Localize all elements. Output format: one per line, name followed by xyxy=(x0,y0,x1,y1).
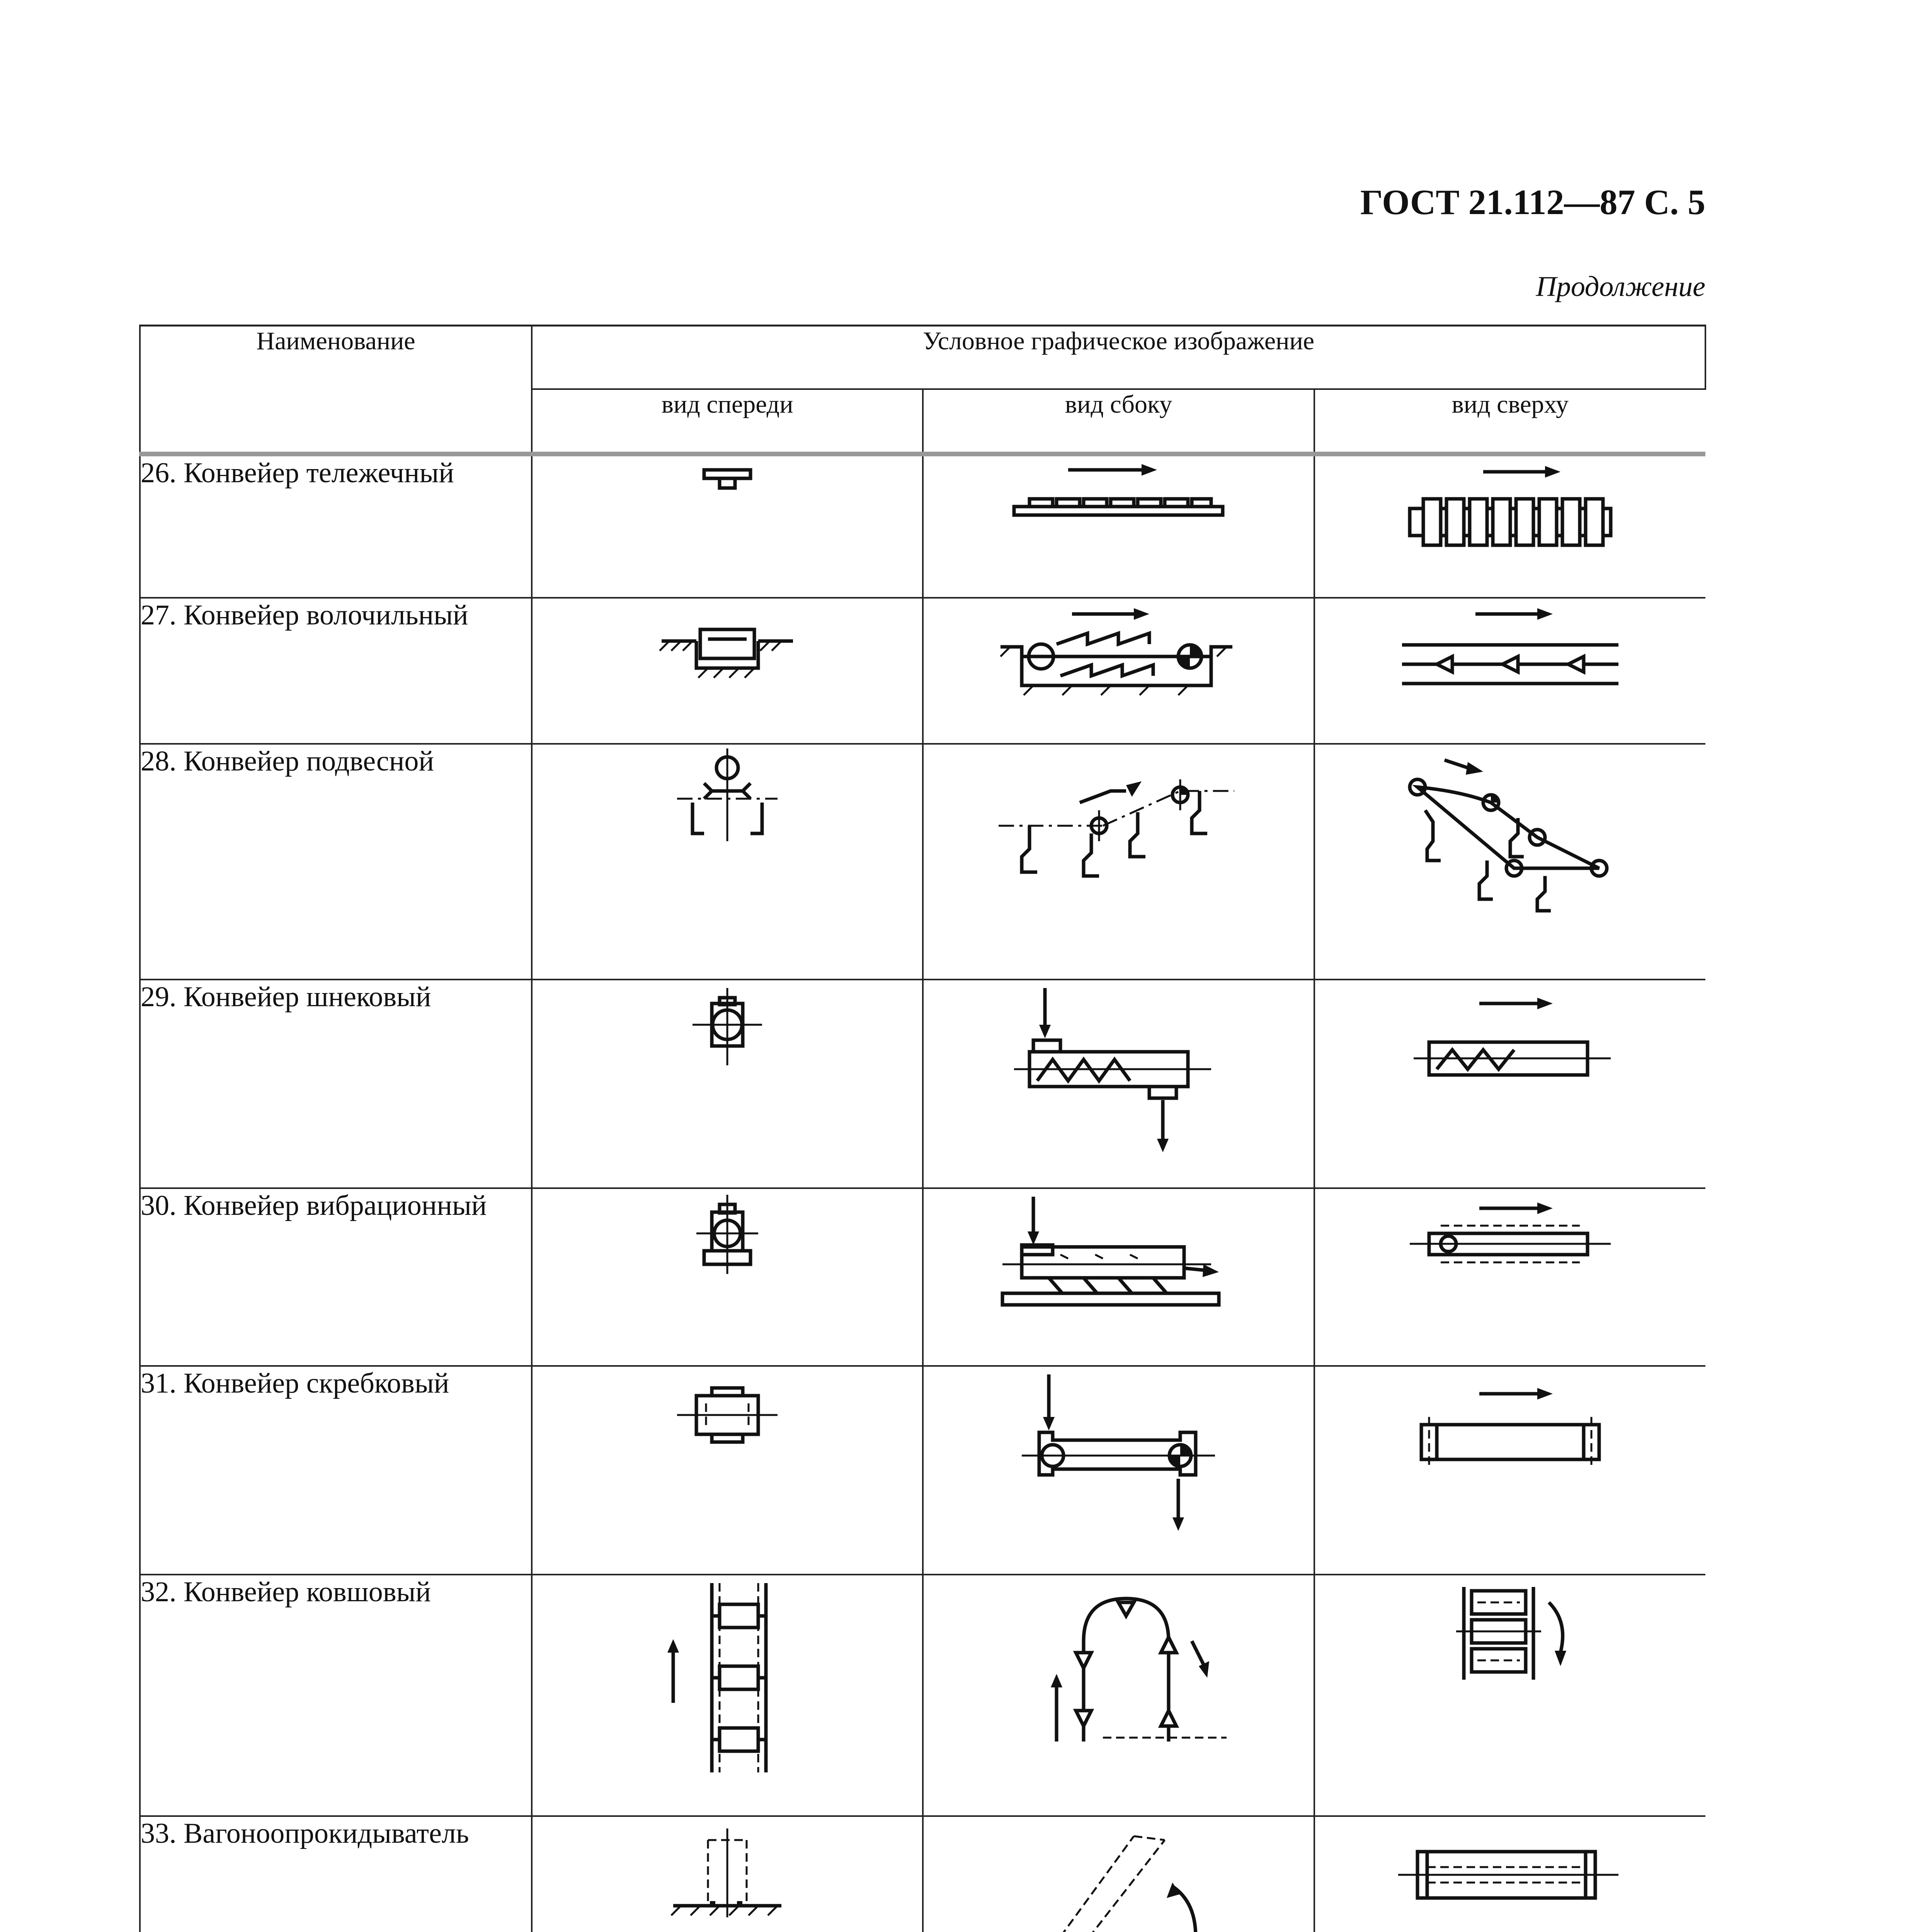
symbol-front xyxy=(532,1575,923,1816)
symbol-top xyxy=(1314,1188,1705,1366)
column-header-name: Наименование xyxy=(140,326,532,454)
table-row xyxy=(140,1188,1705,1366)
continuation-label: Продолжение xyxy=(1536,271,1705,303)
row-name: 27. Конвейер волочильный xyxy=(140,598,532,744)
row-name: 26. Конвейер тележечный xyxy=(140,454,532,598)
symbols-table xyxy=(139,325,1706,1932)
scraper-conveyor-front-symbol xyxy=(669,1367,785,1467)
drag-conveyor-top-symbol xyxy=(1394,599,1626,699)
table-row xyxy=(140,980,1705,1188)
screw-conveyor-side-symbol xyxy=(1010,980,1227,1158)
bucket-conveyor-front-symbol xyxy=(650,1575,805,1776)
overhead-conveyor-top-symbol xyxy=(1390,745,1630,915)
symbol-top xyxy=(1314,1816,1705,1932)
vibratory-conveyor-side-symbol xyxy=(995,1189,1242,1344)
symbol-top xyxy=(1314,980,1705,1188)
symbol-top xyxy=(1314,744,1705,980)
column-header-group: Условное графическое изображение xyxy=(532,326,1705,389)
symbol-top xyxy=(1314,1575,1705,1816)
symbol-top xyxy=(1314,598,1705,744)
symbol-side xyxy=(923,980,1314,1188)
symbol-front xyxy=(532,598,923,744)
overhead-conveyor-side-symbol xyxy=(995,745,1242,884)
bucket-conveyor-side-symbol xyxy=(1010,1575,1227,1776)
trolley-conveyor-front-symbol xyxy=(689,456,766,503)
screw-conveyor-front-symbol xyxy=(677,980,778,1073)
row-name: 32. Конвейер ковшовый xyxy=(140,1575,532,1816)
symbol-front xyxy=(532,454,923,598)
table-row xyxy=(140,1366,1705,1575)
table-row xyxy=(140,1816,1705,1932)
column-header-side: вид сбоку xyxy=(923,389,1314,454)
page-header: ГОСТ 21.112—87 С. 5 xyxy=(1360,182,1705,222)
symbol-side xyxy=(923,1816,1314,1932)
vibratory-conveyor-front-symbol xyxy=(677,1189,778,1282)
row-name: 29. Конвейер шнековый xyxy=(140,980,532,1188)
overhead-conveyor-front-symbol xyxy=(669,745,785,845)
scraper-conveyor-side-symbol xyxy=(1010,1367,1227,1544)
symbol-side xyxy=(923,1575,1314,1816)
table-row xyxy=(140,598,1705,744)
row-name: 33. Вагоноопрокидыватель xyxy=(140,1816,532,1932)
symbol-side xyxy=(923,1366,1314,1575)
vibratory-conveyor-top-symbol xyxy=(1394,1189,1626,1289)
symbol-front xyxy=(532,980,923,1188)
trolley-conveyor-side-symbol xyxy=(1010,456,1227,526)
bucket-conveyor-top-symbol xyxy=(1414,1575,1607,1691)
table-row xyxy=(140,1575,1705,1816)
scraper-conveyor-top-symbol xyxy=(1394,1367,1626,1483)
car-dumper-top-symbol xyxy=(1390,1817,1630,1925)
symbol-front xyxy=(532,1816,923,1932)
column-header-top: вид сверху xyxy=(1314,389,1705,454)
trolley-conveyor-top-symbol xyxy=(1402,456,1618,557)
row-name: 28. Конвейер подвесной xyxy=(140,744,532,980)
row-name: 30. Конвейер вибрационный xyxy=(140,1188,532,1366)
symbol-front xyxy=(532,744,923,980)
symbol-front xyxy=(532,1188,923,1366)
symbol-side xyxy=(923,598,1314,744)
row-name: 31. Конвейер скребковый xyxy=(140,1366,532,1575)
drag-conveyor-front-symbol xyxy=(658,599,797,691)
car-dumper-front-symbol xyxy=(658,1817,797,1932)
symbol-side xyxy=(923,454,1314,598)
car-dumper-side-symbol xyxy=(995,1817,1242,1932)
symbol-top xyxy=(1314,454,1705,598)
drag-conveyor-side-symbol xyxy=(995,599,1242,714)
symbol-front xyxy=(532,1366,923,1575)
symbol-top xyxy=(1314,1366,1705,1575)
table-row xyxy=(140,744,1705,980)
column-header-front: вид спереди xyxy=(532,389,923,454)
symbol-side xyxy=(923,744,1314,980)
table-row xyxy=(140,454,1705,598)
screw-conveyor-top-symbol xyxy=(1394,980,1626,1096)
symbol-side xyxy=(923,1188,1314,1366)
